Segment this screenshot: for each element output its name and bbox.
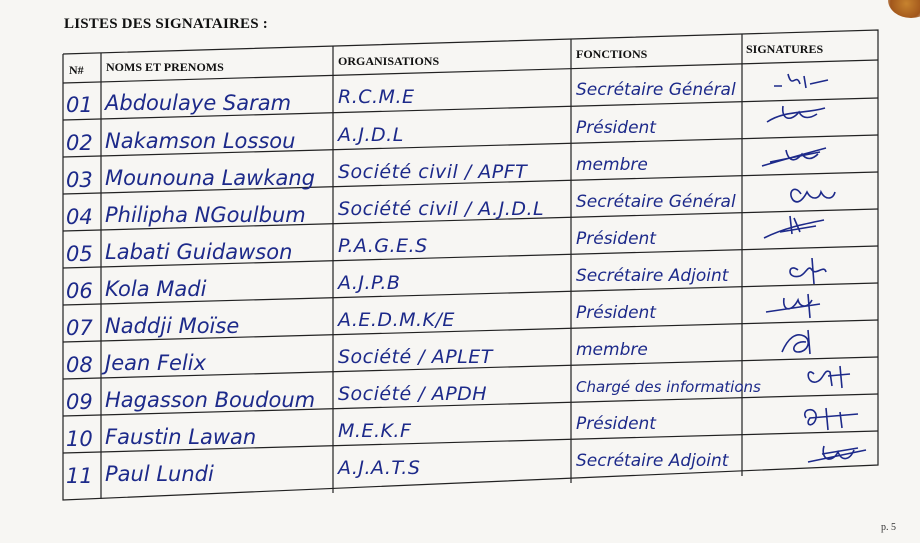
header-organisations: ORGANISATIONS xyxy=(338,54,440,68)
row-number: 01 xyxy=(66,93,93,117)
signature-mark xyxy=(775,180,845,210)
row-number: 02 xyxy=(66,131,93,155)
row-number: 07 xyxy=(66,316,93,340)
row-organisation: A.J.D.L xyxy=(338,124,404,146)
row-function: membre xyxy=(576,340,648,360)
signature-mark xyxy=(765,100,835,130)
signature-mark xyxy=(796,404,866,434)
page-heading: LISTES DES SIGNATAIRES : xyxy=(64,16,268,32)
row-name: Hagasson Boudoum xyxy=(105,388,316,412)
row-function: Secrétaire Général xyxy=(576,80,736,100)
row-name: Philipha NGoulbum xyxy=(105,203,306,227)
signature-mark xyxy=(760,212,830,242)
row-organisation: R.C.M.E xyxy=(338,86,415,108)
row-organisation: Société civil / APFT xyxy=(338,161,528,183)
signature-mark xyxy=(760,142,830,172)
row-function: Président xyxy=(576,229,656,249)
row-name: Nakamson Lossou xyxy=(105,129,296,153)
row-function: membre xyxy=(576,155,648,175)
row-name: Faustin Lawan xyxy=(105,425,257,449)
row-number: 03 xyxy=(66,168,93,192)
row-number: 06 xyxy=(66,279,93,303)
row-organisation: P.A.G.E.S xyxy=(338,235,428,257)
header-signatures: SIGNATURES xyxy=(746,42,824,56)
row-name: Labati Guidawson xyxy=(105,240,293,264)
row-number: 04 xyxy=(66,205,93,229)
page-number: p. 5 xyxy=(881,522,896,533)
row-number: 09 xyxy=(66,390,93,414)
row-organisation: Société / APLET xyxy=(338,346,493,368)
row-function: Président xyxy=(576,414,656,434)
row-function: Secrétaire Général xyxy=(576,192,736,212)
signature-mark xyxy=(802,440,872,470)
row-organisation: Société civil / A.J.D.L xyxy=(338,198,545,220)
row-number: 08 xyxy=(66,353,93,377)
row-function: Secrétaire Adjoint xyxy=(576,451,729,471)
row-function: Secrétaire Adjoint xyxy=(576,266,729,286)
row-number: 10 xyxy=(66,427,93,451)
row-function: Chargé des informations xyxy=(576,378,761,396)
row-number: 11 xyxy=(66,464,93,488)
header-functions: FONCTIONS xyxy=(576,47,648,61)
header-names: NOMS ET PRENOMS xyxy=(106,60,224,74)
row-function: Président xyxy=(576,118,656,138)
row-organisation: A.J.P.B xyxy=(338,272,401,294)
row-organisation: Société / APDH xyxy=(338,383,488,405)
row-organisation: A.E.D.M.K/E xyxy=(338,309,455,331)
signature-mark xyxy=(768,328,838,358)
row-organisation: A.J.A.T.S xyxy=(338,457,421,479)
signature-mark xyxy=(770,66,840,96)
row-name: Abdoulaye Saram xyxy=(105,91,292,115)
row-name: Mounouna Lawkang xyxy=(105,166,316,190)
row-name: Kola Madi xyxy=(105,277,207,301)
row-organisation: M.E.K.F xyxy=(338,420,412,442)
row-number: 05 xyxy=(66,242,93,266)
row-name: Jean Felix xyxy=(105,351,207,375)
header-number: N# xyxy=(69,63,84,77)
row-name: Naddji Moïse xyxy=(105,314,240,338)
row-function: Président xyxy=(576,303,656,323)
signature-mark xyxy=(800,362,870,392)
row-name: Paul Lundi xyxy=(105,462,214,486)
signature-mark xyxy=(778,256,848,286)
signature-mark xyxy=(762,290,832,320)
